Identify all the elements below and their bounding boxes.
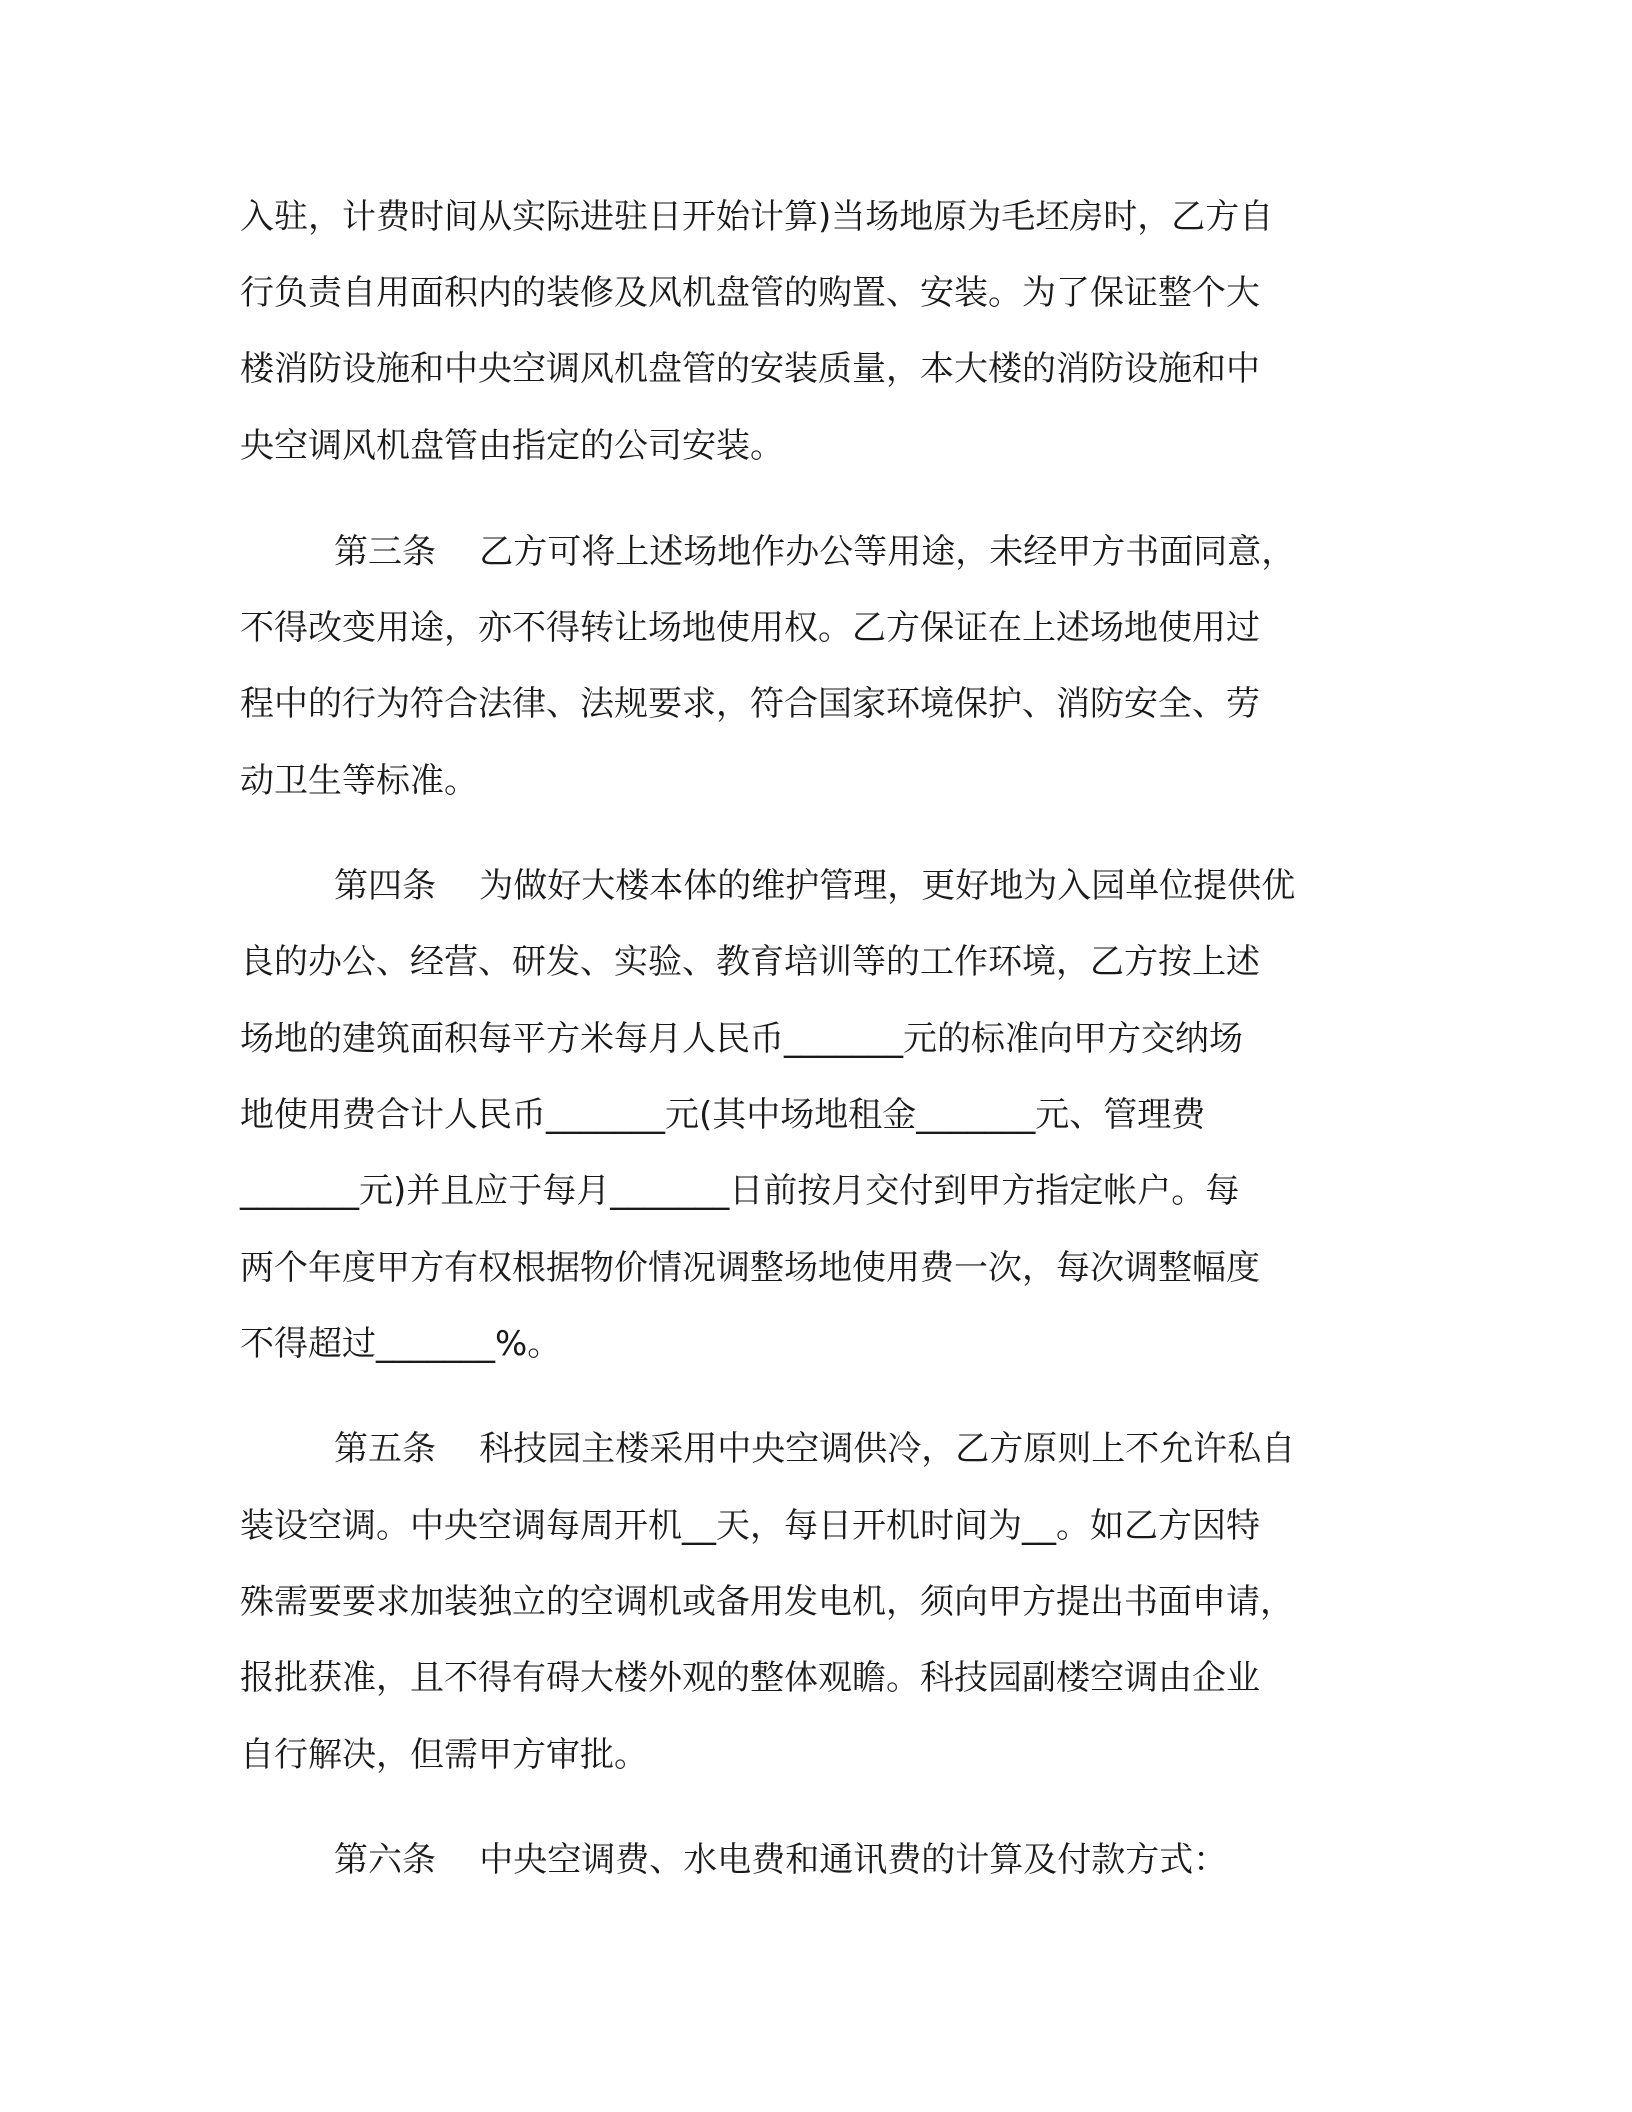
article-3-line: 程中的行为符合法律、法规要求，符合国家环境保护、消防安全、劳 — [240, 684, 1260, 724]
paragraph-line: 楼消防设施和中央空调风机盘管的安装质量，本大楼的消防设施和中 — [240, 349, 1260, 389]
article-4-line: 两个年度甲方有权根据物价情况调整场地使用费一次，每次调整幅度 — [240, 1248, 1260, 1288]
article-3-line: 不得改变用途，亦不得转让场地使用权。乙方保证在上述场地使用过 — [240, 608, 1260, 648]
paragraph-line: 央空调风机盘管由指定的公司安装。 — [240, 426, 784, 466]
article-3-line: 第三条 乙方可将上述场地作办公等用途，未经甲方书面同意， — [334, 532, 1296, 572]
article-4-line: 不得超过_______%。 — [240, 1324, 562, 1364]
article-4-line: 场地的建筑面积每平方米每月人民币_______元的标准向甲方交纳场 — [240, 1019, 1243, 1059]
article-5-line: 报批获准，且不得有碍大楼外观的整体观瞻。科技园副楼空调由企业 — [240, 1658, 1260, 1698]
paragraph-line: 行负责自用面积内的装修及风机盘管的购置、安装。为了保证整个大 — [240, 273, 1260, 313]
article-4-line: 第四条 为做好大楼本体的维护管理，更好地为入园单位提供优 — [334, 866, 1296, 906]
article-5-line: 第五条 科技园主楼采用中央空调供冷，乙方原则上不允许私自 — [334, 1429, 1296, 1469]
article-6-line: 第六条 中央空调费、水电费和通讯费的计算及付款方式： — [334, 1840, 1228, 1880]
article-3-line: 动卫生等标准。 — [240, 761, 478, 801]
article-4-line: 地使用费合计人民币_______元(其中场地租金_______元、管理费 — [240, 1095, 1206, 1135]
article-4-line: 良的办公、经营、研发、实验、教育培训等的工作环境，乙方按上述 — [240, 942, 1260, 982]
article-5-line: 装设空调。中央空调每周开机__天，每日开机时间为__。如乙方因特 — [240, 1506, 1260, 1546]
article-4-line: _______元)并且应于每月_______日前按月交付到甲方指定帐户。每 — [240, 1171, 1240, 1211]
article-5-line: 殊需要要求加装独立的空调机或备用发电机，须向甲方提出书面申请， — [240, 1582, 1294, 1622]
paragraph-line: 入驻，计费时间从实际进驻日开始计算)当场地原为毛坯房时，乙方自 — [240, 197, 1274, 237]
article-5-line: 自行解决，但需甲方审批。 — [240, 1735, 648, 1775]
